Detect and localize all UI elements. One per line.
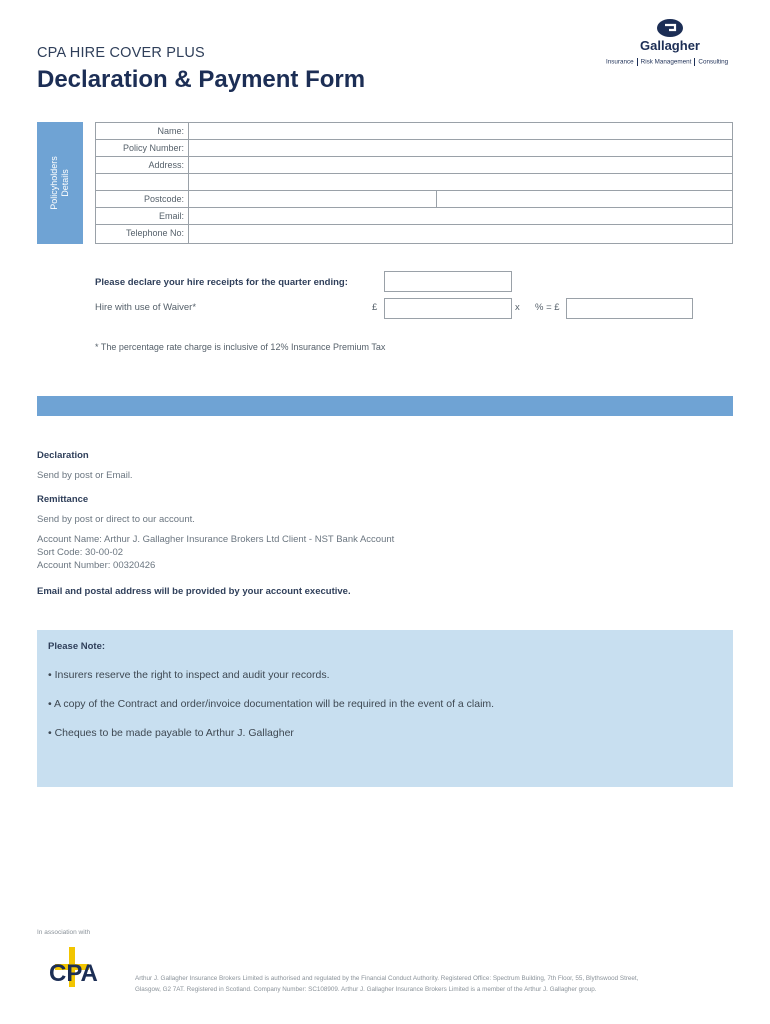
- policy-number-label: Policy Number:: [122, 143, 184, 153]
- postcode-row: [96, 191, 732, 208]
- policyholder-details-grid: [95, 122, 733, 244]
- page-title: Declaration & Payment Form: [37, 66, 366, 93]
- please-note-title: Please Note:: [48, 641, 106, 652]
- email-label: Email:: [158, 211, 184, 221]
- tax-footnote: * The percentage rate charge is inclusive of 12% Insurance Premium Tax: [95, 342, 386, 352]
- note-item-inspect: • Insurers reserve the right to inspect and audit your records.: [48, 669, 330, 681]
- address-field-line2[interactable]: [188, 174, 732, 190]
- postcode-field[interactable]: [188, 191, 732, 207]
- legal-line-2: Glasgow, G2 7AT. Registered in Scotland. Company Number: SC108909. Arthur J. Gallagher Insurance Brokers Limited is a member of the Arthur J. Gallagher group.: [135, 986, 597, 993]
- address-field-line1[interactable]: [188, 157, 732, 173]
- policy-number-row: [96, 140, 732, 157]
- telephone-label: Telephone No:: [125, 228, 184, 238]
- cpa-logo-text: CPA: [49, 960, 98, 987]
- form-subtitle: CPA HIRE COVER PLUS: [37, 45, 205, 61]
- postcode-label: Postcode:: [143, 194, 184, 204]
- pound-symbol: £: [372, 302, 378, 313]
- policyholder-section-tab: [37, 122, 83, 244]
- declaration-heading: Declaration: [37, 450, 89, 461]
- remittance-text: Send by post or direct to our account.: [37, 514, 195, 525]
- telephone-field[interactable]: [188, 225, 732, 243]
- address-row: [96, 157, 732, 174]
- email-postal-note: Email and postal address will be provided by your account executive.: [37, 586, 351, 597]
- quarter-ending-field[interactable]: [384, 271, 512, 292]
- telephone-row: [96, 225, 732, 243]
- hire-waiver-label: Hire with use of Waiver*: [95, 302, 197, 313]
- remittance-heading: Remittance: [37, 494, 89, 505]
- quarter-ending-label: Please declare your hire receipts for the quarter ending:: [95, 277, 348, 288]
- gallagher-g-icon: [656, 18, 684, 38]
- multiply-symbol: x: [515, 302, 520, 313]
- declaration-text: Send by post or Email.: [37, 470, 133, 481]
- email-field[interactable]: [188, 208, 732, 224]
- policyholder-section-label: [49, 156, 71, 210]
- policy-number-field[interactable]: [188, 140, 732, 156]
- tagline-consulting: Consulting: [698, 58, 729, 66]
- tagline-separator: [694, 58, 695, 66]
- premium-total-field[interactable]: [566, 298, 693, 319]
- address-row-2: [96, 174, 732, 191]
- address-label: Address:: [148, 160, 184, 170]
- percent-equals-label: % = £: [535, 302, 560, 313]
- account-number: Account Number: 00320426: [37, 560, 156, 571]
- association-label: In association with: [37, 929, 91, 936]
- please-note-box: [37, 630, 733, 787]
- postcode-field-divider: [436, 191, 437, 207]
- legal-line-1: Arthur J. Gallagher Insurance Brokers Limited is authorised and regulated by the Financial Conduct Authority. Registered Office: Spectrum Building, 7th Floor, 55, Blythswood Street,: [135, 975, 639, 982]
- legal-notice: [135, 973, 735, 995]
- tagline-separator: [637, 58, 638, 66]
- hire-amount-field[interactable]: [384, 298, 512, 319]
- section-divider-band: [37, 396, 733, 416]
- account-name: Account Name: Arthur J. Gallagher Insurance Brokers Ltd Client - NST Bank Account: [37, 534, 395, 545]
- cpa-logo: [49, 947, 111, 987]
- tagline-risk: Risk Management: [640, 58, 692, 66]
- name-field[interactable]: [188, 123, 732, 139]
- logo-wordmark: Gallagher: [640, 38, 700, 53]
- gallagher-logo: [604, 18, 736, 70]
- note-item-contract: • A copy of the Contract and order/invoice documentation will be required in the event of a claim.: [48, 698, 495, 710]
- section-label-line2: Details: [60, 169, 70, 197]
- logo-tagline: [606, 58, 738, 66]
- sort-code: Sort Code: 30-00-02: [37, 547, 124, 558]
- tagline-insurance: Insurance: [606, 58, 634, 66]
- name-row: [96, 123, 732, 140]
- email-row: [96, 208, 732, 225]
- name-label: Name:: [157, 126, 184, 136]
- section-label-line1: Policyholders: [49, 156, 59, 210]
- note-item-cheques: • Cheques to be made payable to Arthur J. Gallagher: [48, 727, 294, 739]
